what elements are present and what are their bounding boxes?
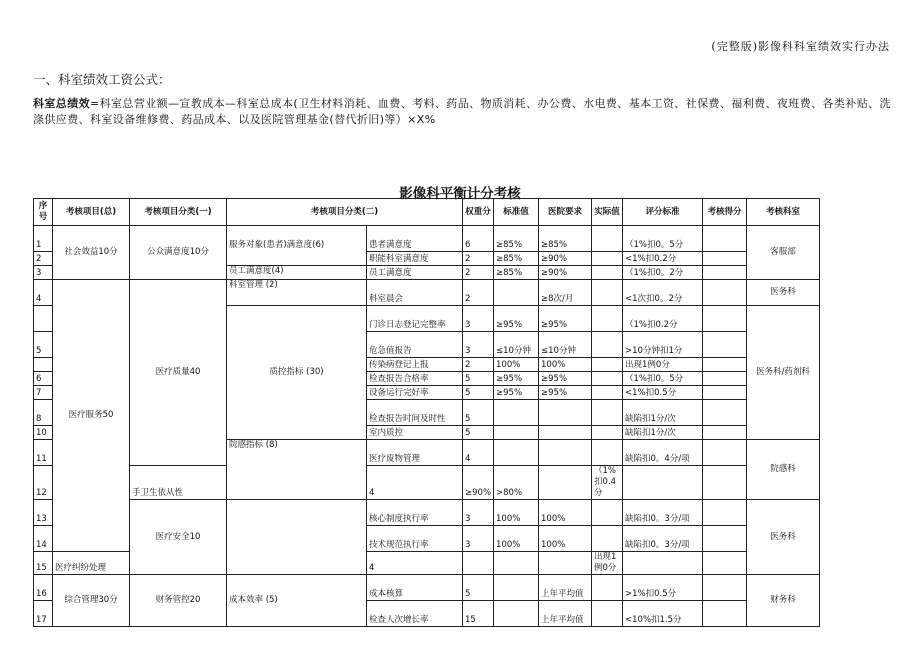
row-no: 8 — [34, 400, 53, 426]
row-no: 5 — [34, 332, 53, 358]
header-score: 考核得分 — [703, 199, 747, 226]
row-item: 门诊日志登记完整率 — [367, 306, 463, 332]
cell-quality: 医疗质量40 — [130, 280, 227, 466]
row-no: 14 — [34, 526, 53, 552]
row-weight: 2 — [463, 266, 494, 280]
row-standard — [494, 280, 539, 306]
row-score — [703, 500, 747, 526]
row-req: >80% — [494, 466, 539, 500]
row-score — [623, 466, 703, 500]
row-actual — [592, 358, 623, 372]
cell-infection: 院感指标 (8) — [227, 440, 367, 500]
row-actual — [592, 440, 623, 466]
cell-qc: 质控指标 (30) — [227, 306, 367, 440]
cell-dept-yiwu2: 医务科 — [747, 500, 820, 575]
row-weight: 3 — [463, 500, 494, 526]
row-scoring: 缺陷扣0。3分/项 — [623, 500, 703, 526]
formula-text: =科室总营业额—宣教成本—科室总成本(卫生材料消耗、血费、考料、药品、物质消耗、办公费、水电费、基本工资、社保费、福利费、夜班费、各类补贴、洗涤供应费、科室设备维修费、药品成本、以及医院管理基金(替代折旧)等）×X% — [33, 97, 891, 126]
row-actual — [592, 601, 623, 627]
cell-dept-yuangan: 院感科 — [747, 440, 820, 500]
row-score — [703, 526, 747, 552]
row-scoring: <10%扣1.5分 — [623, 601, 703, 627]
row-actual — [592, 252, 623, 266]
row-scoring: 缺陷扣1分/次 — [623, 426, 703, 440]
row-score — [703, 252, 747, 266]
table-row — [34, 575, 820, 601]
cell-overall: 综合管理30分 — [53, 575, 130, 627]
header-req: 医院要求 — [539, 199, 592, 226]
cell-dept-yiwu-yaoji: 医务科/药剂科 — [747, 306, 820, 440]
row-actual — [592, 526, 623, 552]
row-standard: 100% — [494, 500, 539, 526]
row-req: ≥95% — [539, 372, 592, 386]
row-actual — [592, 332, 623, 358]
row-no: 6 — [34, 372, 53, 386]
table-row — [34, 226, 820, 252]
row-no: 3 — [34, 266, 53, 280]
cell-mgmt-sub: 科室管理 (2) — [227, 280, 367, 306]
row-actual — [592, 372, 623, 386]
row-item: 职能科室满意度 — [367, 252, 463, 266]
row-standard: ≥90% — [463, 466, 494, 500]
header-standard: 标准值 — [494, 199, 539, 226]
row-weight: 3 — [463, 306, 494, 332]
row-score — [703, 280, 747, 306]
row-score — [703, 226, 747, 252]
row-no: 2 — [34, 252, 53, 266]
row-score — [703, 386, 747, 400]
row-standard — [463, 552, 494, 575]
row-standard — [494, 440, 539, 466]
row-standard: 100% — [494, 526, 539, 552]
row-item: 医疗废物管理 — [367, 440, 463, 466]
row-item: 室内质控 — [367, 426, 463, 440]
row-scoring: >1%扣0.5分 — [623, 575, 703, 601]
row-score — [703, 306, 747, 332]
row-req — [539, 440, 592, 466]
row-weight: 5 — [463, 426, 494, 440]
header-item3: 考核项目分类(二) — [227, 199, 463, 226]
row-scoring: （1%扣0。2分 — [623, 266, 703, 280]
row-score — [703, 266, 747, 280]
header-dept: 考核科室 — [747, 199, 820, 226]
row-no: 10 — [34, 426, 53, 440]
header-scoring: 评分标准 — [623, 199, 703, 226]
row-weight: 5 — [463, 400, 494, 426]
row-scoring: 缺陷扣0。4分/项 — [623, 440, 703, 466]
cell-cost: 成本效率 (5) — [227, 575, 367, 627]
row-no: 7 — [34, 386, 53, 400]
header-actual: 实际值 — [592, 199, 623, 226]
row-standard — [494, 575, 539, 601]
row-item: 危急值报告 — [367, 332, 463, 358]
cell-safety: 医疗安全10 — [130, 500, 227, 575]
row-no: 1 — [34, 226, 53, 252]
row-no: 15 — [34, 552, 53, 575]
row-actual — [592, 426, 623, 440]
row-score — [703, 372, 747, 386]
row-scoring: 缺陷扣0。3分/项 — [623, 526, 703, 552]
row-item: 技术规范执行率 — [367, 526, 463, 552]
table-row — [34, 280, 820, 306]
row-req: ≥85% — [539, 226, 592, 252]
cell-dept-kefu: 客服部 — [747, 226, 820, 280]
row-weight: 3 — [463, 526, 494, 552]
row-weight: 3 — [463, 332, 494, 358]
row-req: ≤10分钟 — [539, 332, 592, 358]
table-title: 影像科平衡计分考核 — [399, 186, 521, 202]
row-weight: 5 — [463, 372, 494, 386]
header-weight: 权重分 — [463, 199, 494, 226]
row-weight: 4 — [367, 466, 463, 500]
row-item: 患者满意度 — [367, 226, 463, 252]
section-heading: 一、科室绩效工资公式： — [33, 72, 171, 87]
row-score — [703, 575, 747, 601]
table-header-row — [34, 199, 820, 226]
row-item: 检查报告合格率 — [367, 372, 463, 386]
row-req: ≥95% — [539, 306, 592, 332]
row-standard: ≤10分钟 — [494, 332, 539, 358]
table-row — [34, 466, 820, 500]
row-no: 16 — [34, 575, 53, 601]
row-scoring: （1%扣0.2分 — [623, 306, 703, 332]
row-scoring: （1%扣0。5分 — [623, 372, 703, 386]
row-req: ≥90% — [539, 252, 592, 266]
row-item: 检查人次增长率 — [367, 601, 463, 627]
row-req — [494, 552, 539, 575]
cell-staff: 员工满意度(4) — [227, 266, 367, 280]
header-item1: 考核项目(总) — [53, 199, 130, 226]
document-header: (完整版)影像科科室绩效实行办法 — [711, 40, 890, 53]
row-weight: 5 — [463, 575, 494, 601]
row-req: 上年平均值 — [539, 601, 592, 627]
row-score — [703, 601, 747, 627]
row-standard: ≥85% — [494, 226, 539, 252]
row-actual — [539, 552, 592, 575]
row-no: 4 — [34, 280, 53, 306]
row-req: 100% — [539, 358, 592, 372]
cell-social: 社会效益10分 — [53, 226, 130, 280]
row-standard: ≥85% — [494, 266, 539, 280]
row-actual — [592, 386, 623, 400]
row-req: 100% — [539, 526, 592, 552]
row-standard — [494, 400, 539, 426]
row-score — [623, 552, 703, 575]
cell-dept-caiwu: 财务科 — [747, 575, 820, 627]
assessment-table — [33, 198, 820, 627]
row-scoring: （1%扣0。5分 — [623, 226, 703, 252]
row-weight: 4 — [463, 440, 494, 466]
row-req — [539, 400, 592, 426]
header-no: 序号 — [34, 199, 53, 226]
row-req: ≥95% — [539, 386, 592, 400]
row-item: 科室晨会 — [367, 280, 463, 306]
row-no — [34, 358, 53, 372]
row-item: 员工满意度 — [367, 266, 463, 280]
cell-service: 服务对象(患者)满意度(6) — [227, 226, 367, 266]
row-item: 传染病登记上报 — [367, 358, 463, 372]
row-actual — [592, 266, 623, 280]
cell-safety-sub — [227, 500, 367, 575]
row-weight: 2 — [463, 358, 494, 372]
row-standard: ≥85% — [494, 252, 539, 266]
row-req: 100% — [539, 500, 592, 526]
cell-dept-yiwu: 医务科 — [747, 280, 820, 306]
row-no — [34, 306, 53, 332]
row-standard — [494, 601, 539, 627]
row-weight: 5 — [463, 386, 494, 400]
row-actual — [592, 226, 623, 252]
row-score — [703, 440, 747, 466]
row-item: 检查报告时间及时性 — [367, 400, 463, 426]
formula-paragraph — [33, 96, 893, 128]
row-scoring: >10分钟扣1分 — [623, 332, 703, 358]
row-req: ≥90% — [539, 266, 592, 280]
row-actual — [592, 280, 623, 306]
row-standard — [494, 426, 539, 440]
row-scoring: <1%扣0.5分 — [623, 386, 703, 400]
row-weight: 15 — [463, 601, 494, 627]
row-item: 成本核算 — [367, 575, 463, 601]
row-no: 17 — [34, 601, 53, 627]
row-score — [703, 400, 747, 426]
row-scoring: <1%扣0.2分 — [623, 252, 703, 266]
row-item: 设备运行完好率 — [367, 386, 463, 400]
row-item: 医疗纠纷处理 — [53, 552, 130, 575]
row-req — [539, 426, 592, 440]
row-no: 13 — [34, 500, 53, 526]
row-actual — [592, 575, 623, 601]
row-actual — [592, 400, 623, 426]
row-item: 手卫生依从性 — [130, 466, 227, 500]
row-score — [703, 426, 747, 440]
row-scoring: （1%扣0.4分 — [592, 466, 623, 500]
row-actual — [539, 466, 592, 500]
formula-label: 科室总绩效 — [33, 97, 90, 110]
row-standard: ≥95% — [494, 372, 539, 386]
row-req: 上年平均值 — [539, 575, 592, 601]
row-score — [703, 358, 747, 372]
row-standard: ≥95% — [494, 386, 539, 400]
row-weight: 4 — [367, 552, 463, 575]
row-score — [703, 332, 747, 358]
row-scoring: 出现1例0分 — [592, 552, 623, 575]
row-actual — [592, 500, 623, 526]
row-no: 11 — [34, 440, 53, 466]
row-weight: 2 — [463, 252, 494, 266]
row-scoring: <1次扣0。2分 — [623, 280, 703, 306]
row-req: ≥8次/月 — [539, 280, 592, 306]
row-standard: ≥95% — [494, 306, 539, 332]
row-actual — [592, 306, 623, 332]
row-item: 核心制度执行率 — [367, 500, 463, 526]
header-item2: 考核项目分类(一) — [130, 199, 227, 226]
row-weight: 2 — [463, 280, 494, 306]
row-standard: 100% — [494, 358, 539, 372]
row-no: 12 — [34, 466, 53, 500]
cell-medical: 医疗服务50 — [53, 280, 130, 552]
cell-public: 公众满意度10分 — [130, 226, 227, 280]
table-row — [34, 500, 820, 526]
row-scoring: 缺陷扣1分/次 — [623, 400, 703, 426]
row-weight: 6 — [463, 226, 494, 252]
row-scoring: 出现1例0分 — [623, 358, 703, 372]
cell-finance: 财务管控20 — [130, 575, 227, 627]
